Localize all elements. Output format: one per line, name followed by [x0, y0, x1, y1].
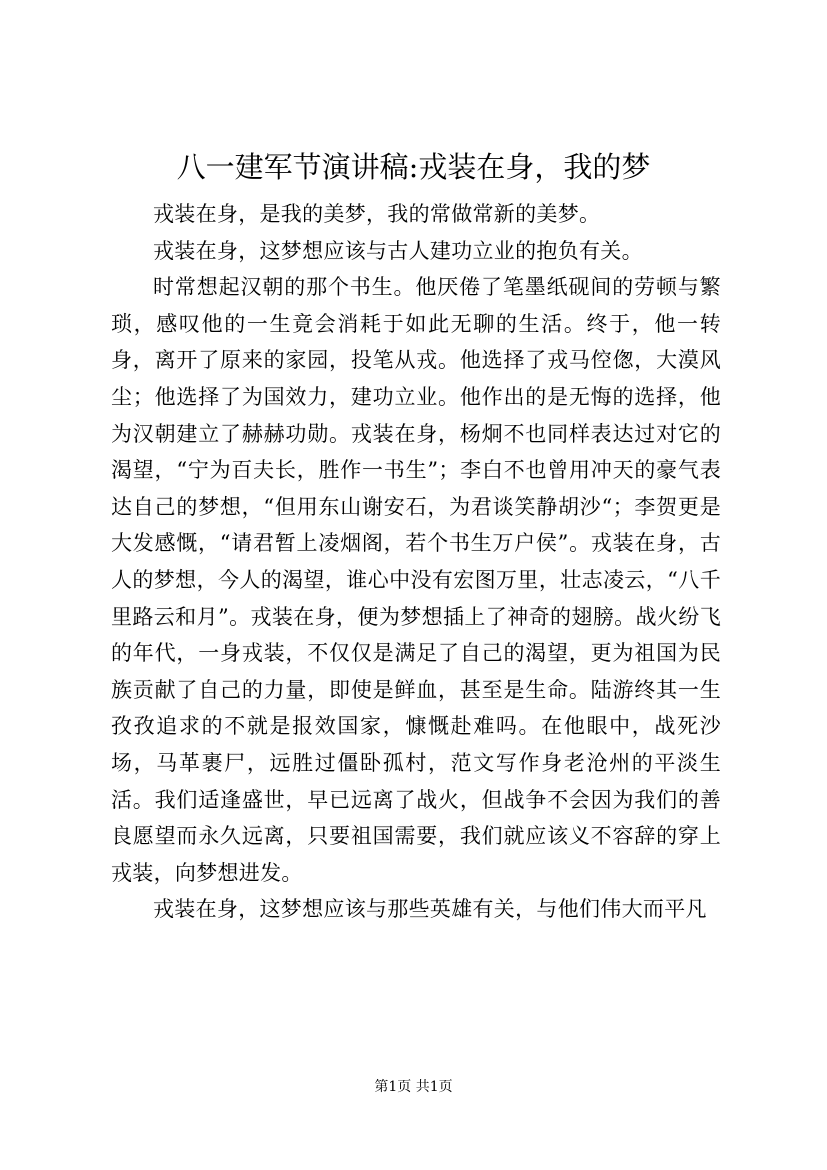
- document-body: [111, 196, 721, 928]
- paragraph-1: 戎装在身，是我的美梦，我的常做常新的美梦。: [153, 202, 601, 226]
- document-title: 八一建军节演讲稿:戎装在身，我的梦: [176, 150, 651, 184]
- paragraph-4: 戎装在身，这梦想应该与那些英雄有关，与他们伟大而平凡: [153, 897, 707, 922]
- paragraph-2: 戎装在身，这梦想应该与古人建功立业的抱负有关。: [153, 238, 643, 263]
- page-footer: 第1页 共1页: [374, 1079, 453, 1095]
- paragraph-3: 时常想起汉朝的那个书生。他厌倦了笔墨纸砚间的劳顿与繁琐，感叹他的一生竟会消耗于如此无聊的生活。终于，他一转身，离开了原来的家园，投笔从戎。他选择了戎马倥偬，大漠风尘；他选择了为国效力，建功立业。他作出的是无悔的选择，他为汉朝建立了赫赫功勋。戎装在身，杨炯不也同样表达过对它的渴望，“宁为百夫长，胜作一书生”；李白不也曾用冲天的豪气表达自己的梦想，“但用东山谢安石，为君谈笑静胡沙“；李贺更是大发感慨，“请君暂上凌烟阁，若个书生万户侯”。戎装在身，古人的梦想，今人的渴望，谁心中没有宏图万里，壮志凌云，“八千里路云和月”。戎装在身，便为梦想插上了神奇的翅膀。战火纷飞的年代，一身戎装，不仅仅是满足了自己的渴望，更为祖国为民族贡献了自己的力量，即使是鲜血，甚至是生命。陆游终其一生孜孜追求的不就是报效国家，慷慨赴难吗。在他眼中，战死沙场，马革裹尸，远胜过僵卧孤村，范文写作身老沧州的平淡生活。我们适逢盛世，早已远离了战火，但战争不会因为我们的善良愿望而永久远离，只要祖国需要，我们就应该义不容辞的穿上戎装，向梦想进发。: [111, 275, 721, 885]
